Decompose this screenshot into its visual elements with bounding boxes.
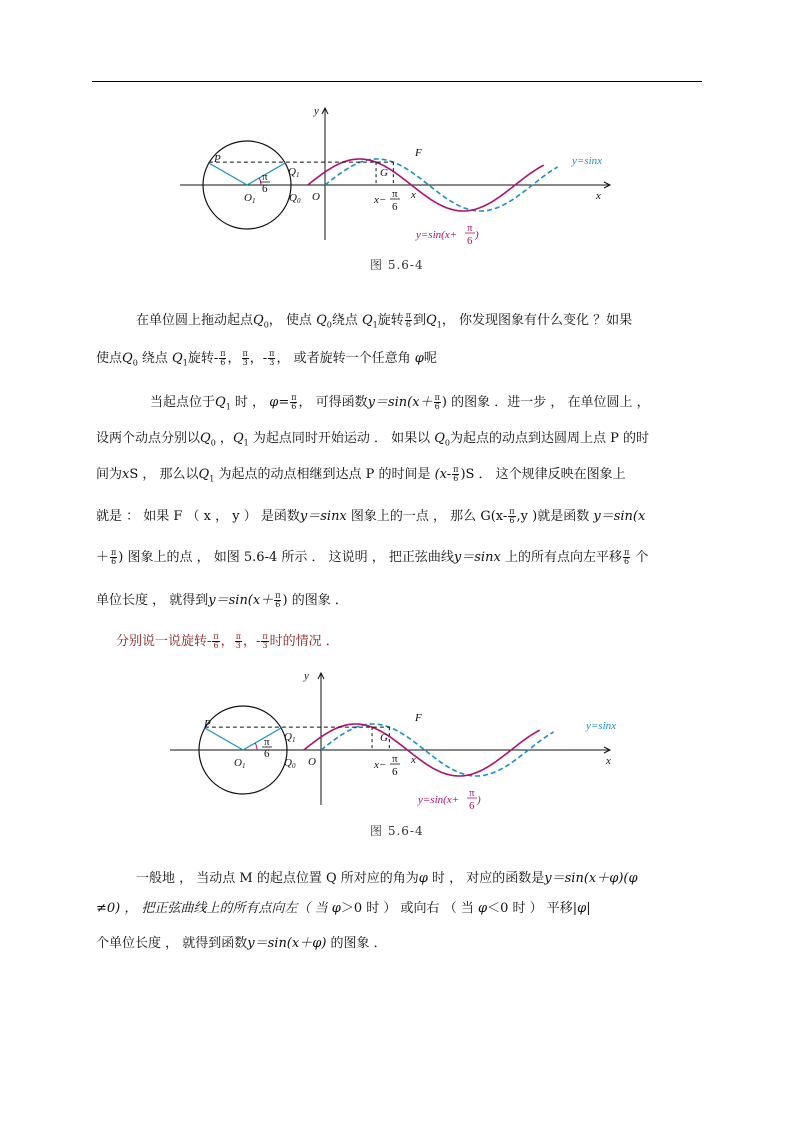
paragraph3-line2: ≠0) ， 把正弦曲线上的所有点向左（ 当 φ＞0 时 ） 或向右 （ 当 φ＜0 时 ） 平移|φ| xyxy=(96,901,591,916)
paragraph1-line1: 在单位圆上拖动起点$Q_0$， 使点 $Q_0$绕点 $Q_1$旋转 $\frac{\pi}{6}$ 到$Q_1$， 你发现图象有什么变化 ？如果 xyxy=(136,311,633,330)
angle-six-2: 6 xyxy=(264,748,270,760)
angle-six: 6 xyxy=(262,183,268,195)
tick-pi-2: π xyxy=(392,753,398,765)
point-o1-label-2: O1 xyxy=(234,757,246,770)
tick-six: 6 xyxy=(392,201,398,213)
shifted-six-2: 6 xyxy=(469,800,475,812)
discussion-prompt: 分别说一说旋转- $\frac{\pi}{6}$ ， $\frac{\pi}{3}$ ，- $\frac{\pi}{3}$ 时的情况 ． xyxy=(116,632,339,650)
paragraph3-line1: 一般地 ， 当动点 M 的起点位置 Q 所对应的角为φ 时 ， 对应的函数是y＝sin(x＋φ)(φ xyxy=(136,871,638,886)
point-g-label: G xyxy=(380,167,388,179)
tick-six-2: 6 xyxy=(392,766,398,778)
point-g-label-2: G xyxy=(380,732,388,744)
point-q0-label: Q0 xyxy=(289,192,301,205)
figure-graphics xyxy=(180,108,610,240)
figure-caption-bottom: 图 5.6-4 xyxy=(370,824,424,838)
point-p-label-2: P xyxy=(204,718,211,730)
x-axis-label-2: x xyxy=(606,755,611,767)
figure-bottom xyxy=(160,665,617,815)
y-axis-label: y xyxy=(314,105,319,117)
figure-caption-top: 图 5.6-4 xyxy=(370,258,424,272)
angle-arc xyxy=(259,178,261,185)
angle-pi: π xyxy=(262,171,268,183)
paragraph2-line2: 设两个动点分别以$Q_0$ ，$Q_1$ 为起点同时开始运动 ． 如果以 $Q_0$为起点的动点到达圆周上点 P 的时 xyxy=(96,431,650,448)
sine-shift-diagram xyxy=(170,100,620,250)
paragraph2-line4: 就是 ： 如果 F （ x ， y ） 是函数y＝sinx 图象上的一点 ， 那么 G(x- $\frac{\pi}{6}$ ,y )就是函数 y＝sin(x xyxy=(96,507,646,525)
point-q0-label-2: Q0 xyxy=(284,757,296,770)
shifted-curve-label-left: y=sin(x+ xyxy=(416,229,458,241)
y-axis-label-2: y xyxy=(304,670,309,682)
figure-graphics-2 xyxy=(170,673,610,805)
point-f-label: F xyxy=(415,147,422,159)
shifted-curve-label-right: ) xyxy=(475,229,479,241)
paragraph2-line3: 间为xS ， 那么以$Q_1$ 为起点的动点相继到达点 P 的时间是 (x- $\frac{\pi}{6}$ )S ． 这个规律反映在图象上 xyxy=(96,465,626,484)
origin-label-2: O xyxy=(308,756,316,768)
angle-pi-2: π xyxy=(264,736,270,748)
shifted-curve-label-right-2: ) xyxy=(477,794,481,806)
point-f-label-2: F xyxy=(415,712,422,724)
point-p-label: P xyxy=(214,153,221,165)
x-tick-label-2: x xyxy=(411,754,416,766)
sin-curve-label: y=sinx xyxy=(572,155,603,167)
x-axis-label: x xyxy=(596,190,601,202)
shifted-pi-2: π xyxy=(469,787,475,799)
x-minus-label: x− xyxy=(374,194,387,206)
paragraph2-line1: 当起点位于$Q_1$ 时 ， φ= $\frac{\pi}{6}$ ， 可得函数y＝sin(x＋ $\frac{\pi}{6}$ ) 的图象 ．进一步 ， 在单位圆上 ， xyxy=(150,393,650,412)
paragraph2-line6: 单位长度 ， 就得到y＝sin(x＋ $\frac{\pi}{6}$ ) 的图象 ． xyxy=(96,591,348,609)
point-o1-label: O1 xyxy=(244,192,256,205)
x-minus-label-2: x− xyxy=(374,759,387,771)
sin-curve-label-2: y=sinx xyxy=(586,720,617,732)
paragraph3-line3: 个单位长度 ， 就得到函数y＝sin(x＋φ) 的图象 ． xyxy=(96,936,387,951)
origin-label: O xyxy=(312,191,320,203)
header-rule xyxy=(92,81,702,82)
point-q1-label-2: Q1 xyxy=(284,731,296,744)
sine-shift-diagram-2 xyxy=(160,665,617,815)
point-q1-label: Q1 xyxy=(288,166,300,179)
radius-p xyxy=(209,163,247,185)
angle-arc xyxy=(255,743,257,750)
shifted-six: 6 xyxy=(467,235,473,247)
shifted-pi: π xyxy=(467,222,473,234)
figure-top xyxy=(170,100,620,250)
paragraph1-line2: 使点$Q_0$ 绕点 $Q_1$旋转- $\frac{\pi}{6}$ ， $\frac{\pi}{3}$ ，- $\frac{\pi}{3}$ ， 或者旋转一个任意角 φ呢 xyxy=(96,349,437,368)
paragraph2-line5: ＋ $\frac{\pi}{6}$ ) 图象上的点 ， 如图 5.6-4 所示 ． 这说明 ， 把正弦曲线y＝sinx 上的所有点向左平移 $\frac{\pi}{6}$ 个 xyxy=(96,548,649,566)
tick-pi: π xyxy=(392,188,398,200)
radius-p xyxy=(205,728,243,750)
x-tick-label: x xyxy=(411,189,416,201)
shifted-curve-label-left-2: y=sin(x+ xyxy=(418,794,460,806)
